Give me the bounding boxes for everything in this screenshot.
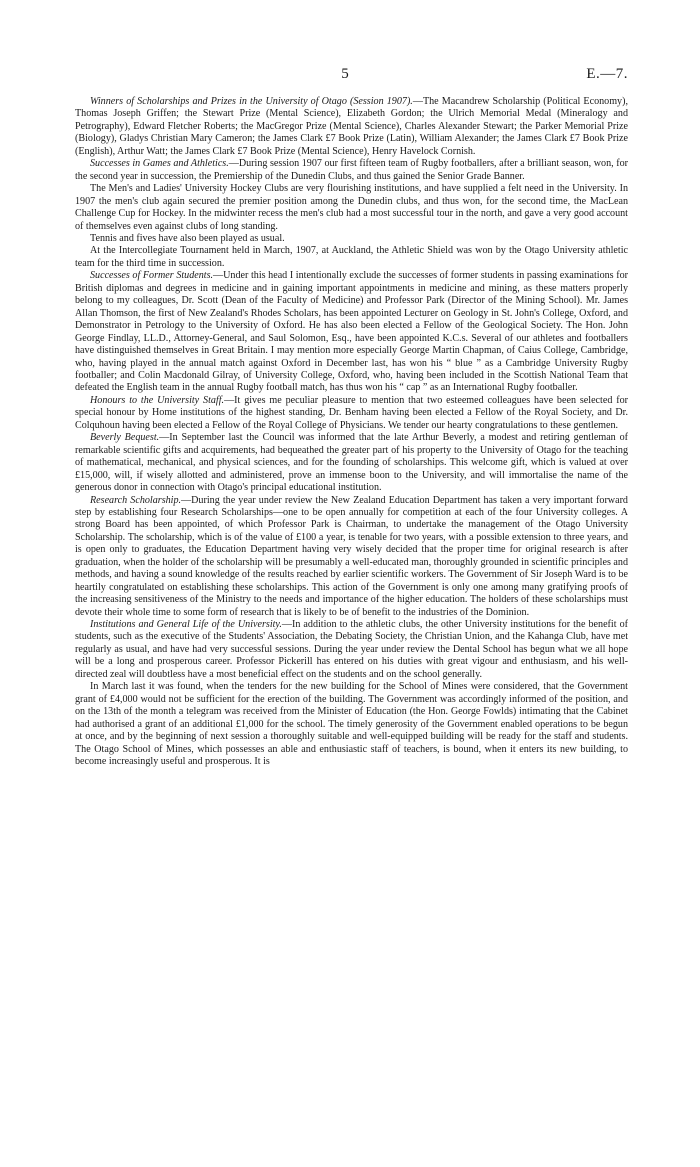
paragraph-text: The Men's and Ladies' University Hockey Clubs are very flourishing institutions, and have supplied a felt need in the University. In 1907 the men's club again secured the premier position among the Dunedin clubs, and thus won, for the second time, the MacLean Challenge Cup for Hockey. In the midwinter recess the men's club had a most successful tour in the north, and gave a very good account of themselves even against clubs of long standing. <box>75 183 628 232</box>
body-text <box>75 96 628 768</box>
section-heading: Research Scholarship. <box>90 494 182 506</box>
section-heading: Beverly Bequest. <box>90 432 160 444</box>
paragraph-text: —The Macandrew Scholarship (Political Economy), Thomas Joseph Griffen; the Stewart Prize (Mental Science), Elizabeth Gordon; the Ulrich Memorial Medal (Mineralogy and Petrography), Edward Fletcher Roberts; the MacGregor Prize (Mental Science), Charles Alexander Stewart; the Parker Memorial Prize (Biology), Gladys Christian Mary Cameron; the James Clark £7 Book Prize (Latin), William Alexander; the James Clark £7 Book Prize (English), Arthur Watt; the James Clark £7 Book Prize (Mental Science), Henry Havelock Cornish. <box>75 96 628 157</box>
paragraph-text: At the Intercollegiate Tournament held in March, 1907, at Auckland, the Athletic Shield was won by the Otago University athletic team for the third time in succession. <box>75 245 628 269</box>
paragraph-text: —In September last the Council was informed that the late Arthur Beverly, a modest and retiring gentleman of remarkable scientific gifts and acquirements, had bequeathed the greater part of his property to the University of Otago for the teaching of mathematical, mechanical, and physical sciences, and for the founding of scholarships. This welcome gift, which is valued at over £15,000, will, if wisely allotted and administered, prove an immense boon to the University, and will immortalise the name of the generous donor in connection with Otago's principal educational institution. <box>75 432 628 494</box>
paragraph-tennis <box>75 233 628 245</box>
paragraph-text: —During session 1907 our first fifteen team of Rugby footballers, after a brilliant season, won, for the second year in succession, the Premiership of the Dunedin Clubs, and thus gained the Senior Grade Banner. <box>75 158 628 182</box>
paragraph-hockey <box>75 183 628 233</box>
paragraph-text: In March last it was found, when the tenders for the new building for the School of Mines were considered, that the Government grant of £4,000 would not be sufficient for the erection of the building. The Government was accordingly informed of the position, and on the 13th of the month a telegram was received from the Minister of Education (the Hon. George Fowlds) intimating that the Cabinet had authorised a grant of an additional £1,000 for the school. The timely generosity of the Government enabled operations to be begun at once, and by the beginning of next session a thoroughly suitable and well-equipped building will be ready for the staff and students. The Otago School of Mines, which possesses an able and enthusiastic staff of teachers, is bound, when it enters its new building, to become increasingly useful and prosperous. It is <box>75 681 628 768</box>
paragraph-text: —During the year under review the New Zealand Education Department has taken a very important forward step by establishing four Research Scholarships—one to be open annually for competition at each of the four University colleges. A strong Board has been appointed, of which Professor Park is Chairman, to undertake the management of the Otago University Scholarship. The scholarship, which is of the value of £100 a year, is tenable for two years, with a possible extension to three years, and is open only to graduates, the Education Department having very wisely decided that the proper time for original research is after graduation, when the holder of the scholarship will be presumably a well-educated man, thoroughly grounded in scientific principles and methods, and having a sound knowledge of the results reached by earlier scientific workers. The Government of Sir Joseph Ward is to be heartily congratulated on establishing these scholarships. This action of the Government is only one among many gratifying proofs of the increasing sensitiveness of the Ministry to the needs and importance of the higher education. The holders of these scholarships must devote their whole time to some form of research that is likely to be of benefit to the industries of the Dominion. <box>75 494 628 618</box>
paragraph-beverly-bequest <box>75 432 628 494</box>
section-heading: Honours to the University Staff. <box>90 394 225 406</box>
paragraph-former-students <box>75 270 628 395</box>
document-reference: E.—7. <box>586 66 628 82</box>
paragraph-text: —It gives me peculiar pleasure to mention that two esteemed colleagues have been selected for special honour by Home institutions of the highest standing, Dr. Benham having been elected a Fellow of the Royal Society, and Dr. Colquhoun having been elected a Fellow of the Royal College of Physicians. We tender our hearty congratulations to these gentlemen. <box>75 394 628 431</box>
paragraph-scholarship-winners <box>75 96 628 158</box>
paragraph-research-scholarship <box>75 495 628 620</box>
section-heading: Winners of Scholarships and Prizes in the University of Otago (Session 1907). <box>90 96 413 107</box>
paragraph-games-athletics <box>75 158 628 183</box>
paragraph-tournament <box>75 245 628 270</box>
paragraph-school-of-mines <box>75 681 628 768</box>
section-heading: Successes of Former Students. <box>90 270 214 282</box>
paragraph-text: —In addition to the athletic clubs, the other University institutions for the benefit of students, such as the executive of the Students' Association, the Debating Society, the Christian Union, and the Kahanga Club, have met regularly as usual, and have had very successful sessions. During the year under review the Dental School has begun what we all hope will be a long and prosperous career. Professor Pickerill has entered on his duties with great vigour and enthusiasm, and his well-directed zeal will doubtless have a most beneficial effect on the students and on the school generally. <box>75 619 628 680</box>
paragraph-text: —Under this head I intentionally exclude the successes of former students in passing examinations for British diplomas and degrees in medicine and in gaining important appointments in medicine and mining, as these matters properly belong to my colleagues, Dr. Scott (Dean of the Faculty of Medicine) and Professor Park (Director of the Mining School). Mr. James Allan Thomson, the first of New Zealand's Rhodes Scholars, has been appointed Lecturer on Geology in St. John's College, Oxford, and Demonstrator in Petrology to the University of Oxford. He has also been elected a Fellow of the Geological Society. The Hon. John George Findlay, LL.D., Attorney-General, and Saul Solomon, Esq., have been appointed K.C.s. Several of our athletes and footballers have distinguished themselves in Great Britain. I may mention more especially George Martin Chapman, of Caius College, Cambridge, who, having played in the annual match against Oxford in December last, has won his “ blue ” as a Cambridge University Rugby footballer; and Colin Macdonald Gilray, of University College, Oxford, who, having been included in the Scottish National Team that defeated the English team in the annual Rugby football match, has thus won his “ cap ” as an International Rugby footballer. <box>75 270 628 394</box>
paragraph-text: Tennis and fives have also been played as usual. <box>90 232 285 244</box>
paragraph-staff-honours <box>75 395 628 432</box>
page-number: 5 <box>341 66 349 82</box>
section-heading: Successes in Games and Athletics. <box>90 158 229 170</box>
paragraph-university-life <box>75 619 628 681</box>
section-heading: Institutions and General Life of the University. <box>90 619 282 631</box>
